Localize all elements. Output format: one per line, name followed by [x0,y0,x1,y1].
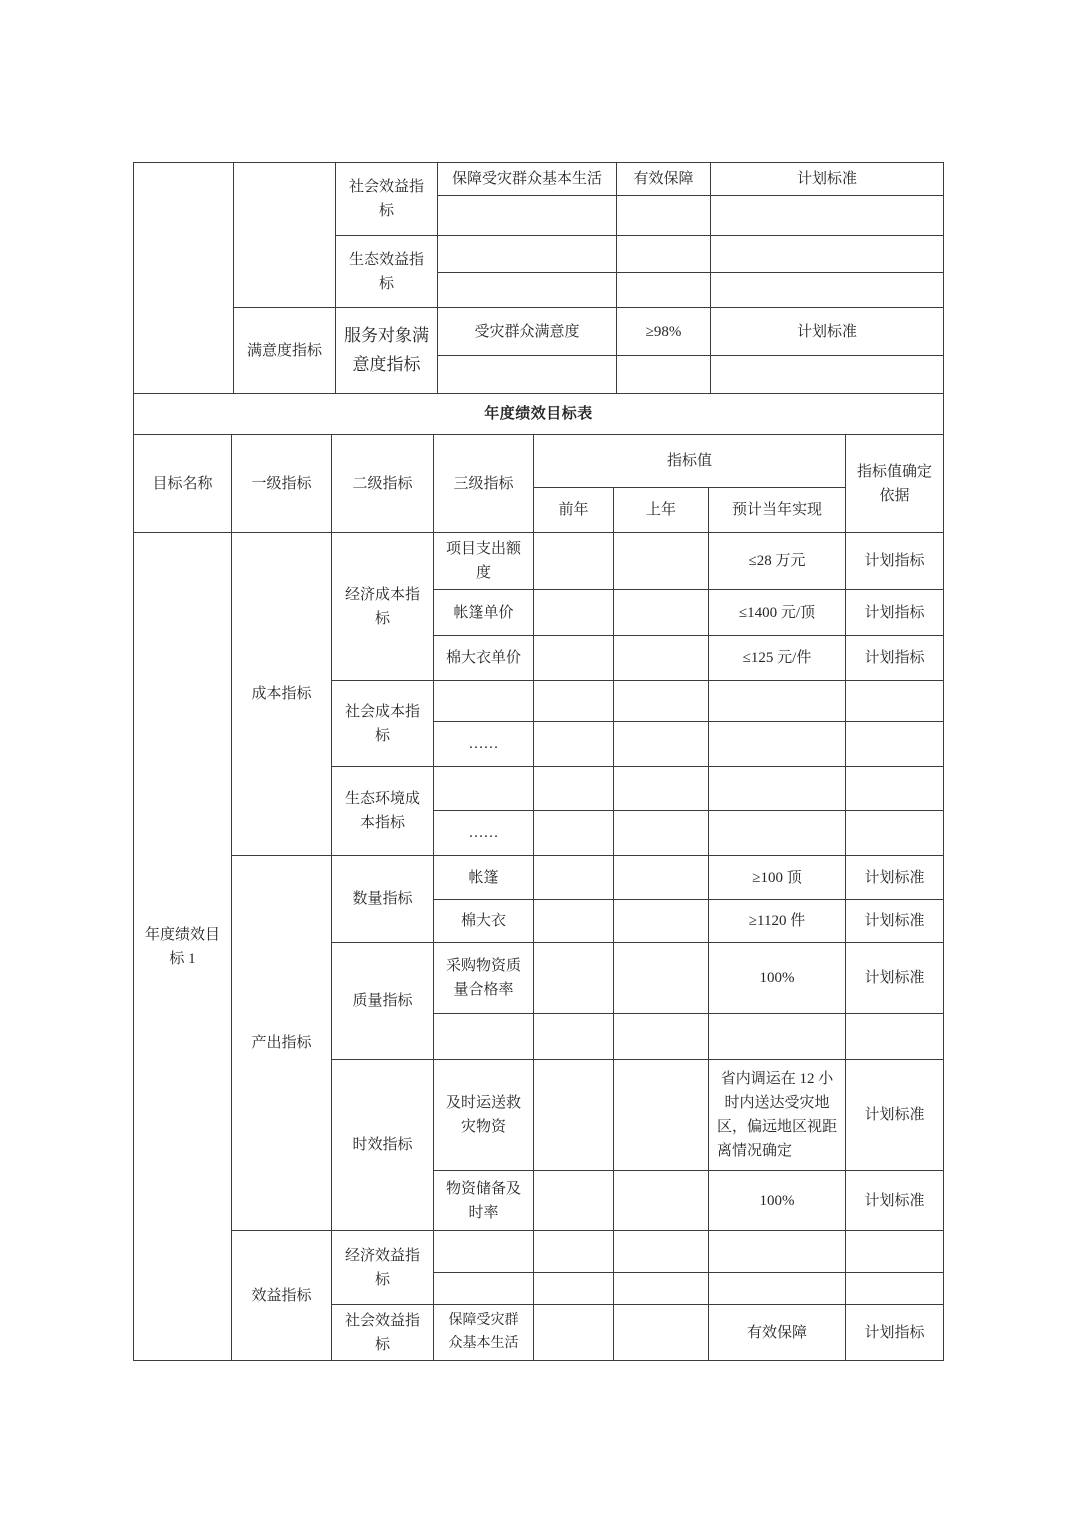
performance-table-sheet [133,162,943,1361]
empty-cell [434,1273,534,1305]
empty-cell [709,811,846,856]
ellipsis-cell: …… [434,722,534,767]
empty-cell [614,636,709,681]
level2-eco-env-cost-cell: 生态环境成本指标 [332,767,434,856]
empty-cell [846,722,944,767]
empty-cell [614,722,709,767]
empty-cell [614,1305,709,1361]
social-benefit-value-cell: 有效保障 [617,163,711,196]
empty-cell [709,722,846,767]
empty-cell [534,590,614,636]
empty-cell [846,1231,944,1273]
estimate-cell: ≤125 元/件 [709,636,846,681]
social-benefit-basis-cell: 计划标准 [711,163,944,196]
empty-cell [614,590,709,636]
empty-cell [534,681,614,722]
empty-cell [711,236,944,273]
level3-cell: 及时运送救灾物资 [434,1060,534,1171]
service-satisfaction-indicator-cell: 受灾群众满意度 [438,308,617,356]
basis-cell: 计划指标 [846,636,944,681]
header-goal-name: 目标名称 [134,435,232,533]
empty-cell [617,236,711,273]
empty-cell [846,681,944,722]
empty-cell [711,196,944,236]
empty-cell [434,1014,534,1060]
social-benefit-indicator-cell: 保障受灾群众基本生活 [438,163,617,196]
empty-cell [614,767,709,811]
empty-cell [614,1273,709,1305]
empty-cell [434,1231,534,1273]
empty-cell [709,1231,846,1273]
level3-cell: 帐篷 [434,856,534,900]
basis-cell: 计划标准 [846,900,944,943]
empty-cell [534,1305,614,1361]
empty-cell [846,1273,944,1305]
estimate-cell: 有效保障 [709,1305,846,1361]
level3-cell: 棉大衣 [434,900,534,943]
basis-cell: 计划标准 [846,1060,944,1171]
empty-cell [534,943,614,1014]
service-satisfaction-basis-cell: 计划标准 [711,308,944,356]
empty-cell [434,681,534,722]
annual-table-title: 年度绩效目标表 [134,394,944,435]
basis-cell: 计划指标 [846,1305,944,1361]
header-last-year: 上年 [614,488,709,533]
empty-cell [614,681,709,722]
estimate-cell: ≤1400 元/顶 [709,590,846,636]
level2-social-benefit-cell: 社会效益指标 [332,1305,434,1361]
prev-performance-table [133,162,944,394]
eco-benefit-label-cell: 生态效益指标 [336,236,438,308]
header-indicator-value: 指标值 [534,435,846,488]
header-level3: 三级指标 [434,435,534,533]
empty-cell [709,1273,846,1305]
empty-cell [711,356,944,394]
empty-cell [438,356,617,394]
estimate-cell: 100% [709,1171,846,1231]
empty-cell [534,1273,614,1305]
empty-cell [614,856,709,900]
estimate-cell: ≥1120 件 [709,900,846,943]
empty-cell [534,856,614,900]
empty-cell [846,767,944,811]
empty-cell [534,811,614,856]
level3-cell: 帐篷单价 [434,590,534,636]
empty-cell [438,273,617,308]
basis-cell: 计划指标 [846,590,944,636]
empty-cell [434,767,534,811]
empty-cell [534,900,614,943]
service-satisfaction-label-cell: 服务对象满意度指标 [336,308,438,394]
empty-cell [534,1171,614,1231]
empty-cell [534,722,614,767]
empty-goal-cell [134,163,234,394]
header-level2: 二级指标 [332,435,434,533]
level3-cell: 保障受灾群众基本生活 [434,1305,534,1361]
empty-cell [617,196,711,236]
empty-cell [617,356,711,394]
level2-economic-cost-cell: 经济成本指标 [332,533,434,681]
level2-timeliness-cell: 时效指标 [332,1060,434,1231]
basis-cell: 计划标准 [846,856,944,900]
annual-table-title-row [133,393,944,435]
empty-cell [534,1014,614,1060]
empty-cell [614,1171,709,1231]
basis-cell: 计划标准 [846,943,944,1014]
empty-cell [614,533,709,590]
service-satisfaction-value-cell: ≥98% [617,308,711,356]
level2-economic-benefit-cell: 经济效益指标 [332,1231,434,1305]
level3-cell: 物资储备及时率 [434,1171,534,1231]
empty-cell [534,1231,614,1273]
empty-cell [711,273,944,308]
empty-cell [614,1060,709,1171]
empty-cell [709,1014,846,1060]
annual-performance-table [133,434,944,1361]
empty-cell [534,1060,614,1171]
level2-quantity-cell: 数量指标 [332,856,434,943]
level1-benefit-cell: 效益指标 [232,1231,332,1361]
empty-cell [846,1014,944,1060]
header-year-before-last: 前年 [534,488,614,533]
level3-cell: 采购物资质量合格率 [434,943,534,1014]
estimate-cell: 省内调运在 12 小时内送达受灾地区，偏远地区视距离情况确定 [709,1060,846,1171]
social-benefit-label-cell: 社会效益指标 [336,163,438,236]
empty-cell [534,533,614,590]
empty-cell [709,767,846,811]
level2-quality-cell: 质量指标 [332,943,434,1060]
empty-cell [534,767,614,811]
empty-cell [614,811,709,856]
estimate-cell: ≥100 顶 [709,856,846,900]
empty-cell [614,1231,709,1273]
level3-cell: 项目支出额度 [434,533,534,590]
empty-cell [438,196,617,236]
header-level1: 一级指标 [232,435,332,533]
ellipsis-cell: …… [434,811,534,856]
empty-cell [438,236,617,273]
empty-cell [846,811,944,856]
empty-level1-cell [234,163,336,308]
satisfaction-label-cell: 满意度指标 [234,308,336,394]
empty-cell [534,636,614,681]
basis-cell: 计划标准 [846,1171,944,1231]
level1-output-cell: 产出指标 [232,856,332,1231]
estimate-cell: 100% [709,943,846,1014]
goal-name-cell: 年度绩效目标 1 [134,533,232,1361]
estimate-cell: ≤28 万元 [709,533,846,590]
level1-cost-cell: 成本指标 [232,533,332,856]
empty-cell [709,681,846,722]
empty-cell [614,943,709,1014]
level2-social-cost-cell: 社会成本指标 [332,681,434,767]
basis-cell: 计划指标 [846,533,944,590]
level3-cell: 棉大衣单价 [434,636,534,681]
empty-cell [617,273,711,308]
empty-cell [614,1014,709,1060]
empty-cell [614,900,709,943]
header-current-year-estimate: 预计当年实现 [709,488,846,533]
header-basis: 指标值确定依据 [846,435,944,533]
